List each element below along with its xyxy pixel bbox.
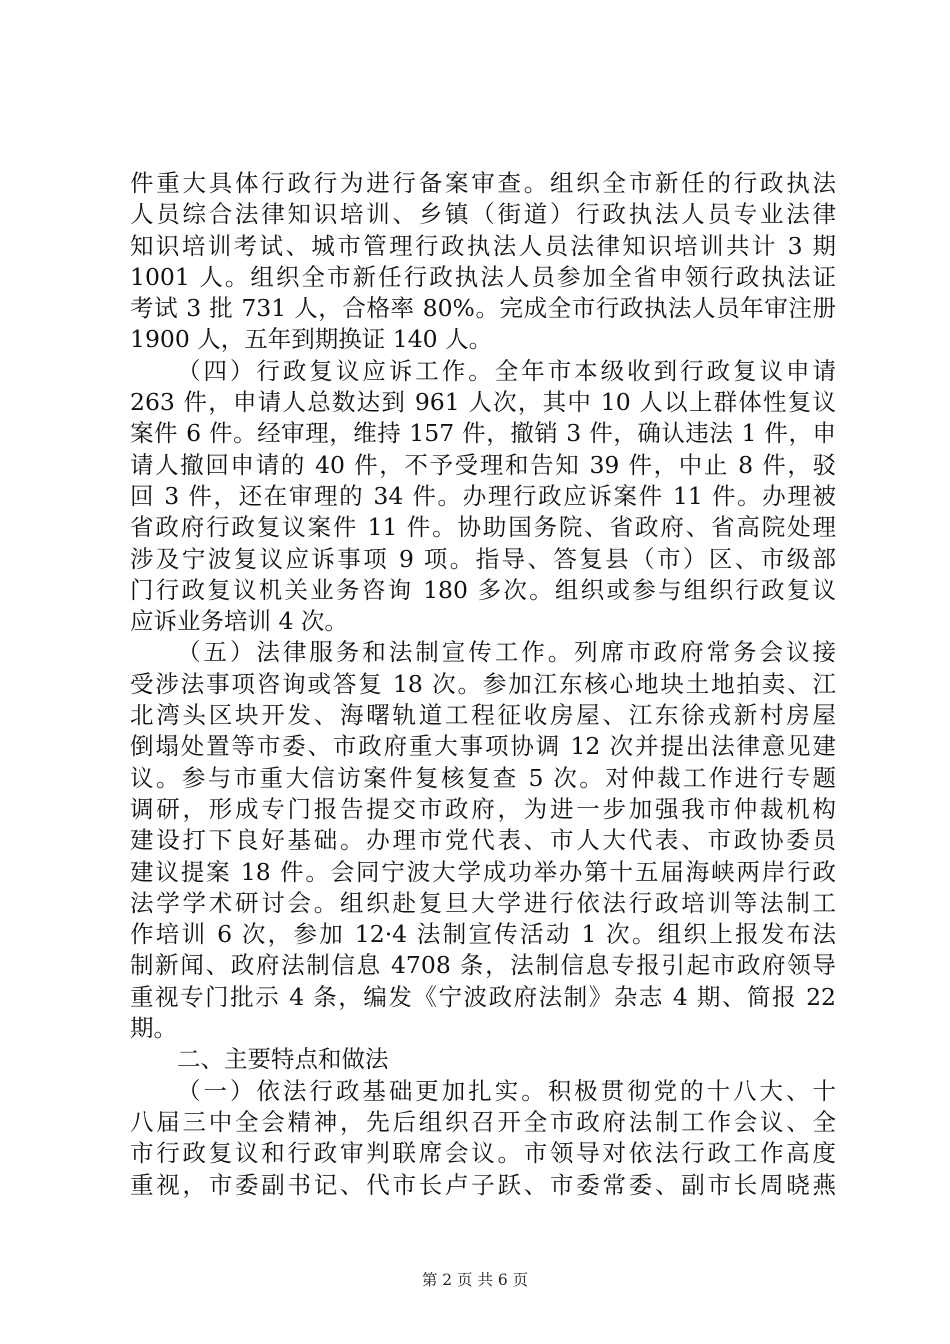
text-line: 期。 — [130, 1014, 177, 1043]
text-line: 涉及宁波复议应诉事项 9 项。指导、答复县（市）区、市级部 — [130, 544, 836, 573]
paragraph-section-4 — [130, 356, 836, 638]
text-line: 重视，市委副书记、代市长卢子跃、市委常委、副市长周晓燕 — [130, 1170, 836, 1199]
text-line: 重视专门批示 4 条，编发《宁波政府法制》杂志 4 期、简报 22 — [130, 982, 836, 1011]
text-line: 受涉法事项咨询或答复 18 次。参加江东核心地块土地拍卖、江 — [130, 669, 836, 698]
text-line: 省政府行政复议案件 11 件。协助国务院、省政府、省高院处理 — [130, 513, 836, 542]
text-line: 调研，形成专门报告提交市政府，为进一步加强我市仲裁机构 — [130, 794, 836, 823]
text-line: 作培训 6 次，参加 12·4 法制宣传活动 1 次。组织上报发布法 — [130, 920, 836, 949]
text-line: 1001 人。组织全市新任行政执法人员参加全省申领行政执法证 — [130, 262, 836, 291]
text-line: 八届三中全会精神，先后组织召开全市政府法制工作会议、全 — [130, 1107, 836, 1136]
text-line: 法学学术研讨会。组织赴复旦大学进行依法行政培训等法制工 — [130, 888, 836, 917]
text-line: （一）依法行政基础更加扎实。积极贯彻党的十八大、十 — [177, 1076, 836, 1105]
text-line: 知识培训考试、城市管理行政执法人员法律知识培训共计 3 期 — [130, 231, 836, 260]
text-line: 1900 人，五年到期换证 140 人。 — [130, 325, 493, 354]
text-line: 市行政复议和行政审判联席会议。市领导对依法行政工作高度 — [130, 1139, 836, 1168]
text-line: 北湾头区块开发、海曙轨道工程征收房屋、江东徐戎新村房屋 — [130, 701, 836, 730]
text-line: 件重大具体行政行为进行备案审查。组织全市新任的行政执法 — [130, 169, 836, 197]
text-line: 263 件，申请人总数达到 961 人次，其中 10 人以上群体性复议 — [130, 388, 836, 417]
text-line: 应诉业务培训 4 次。 — [130, 607, 348, 636]
document-body — [130, 168, 836, 1201]
section-heading — [130, 1044, 836, 1075]
text-line: 回 3 件，还在审理的 34 件。办理行政应诉案件 11 件。办理被 — [130, 481, 836, 510]
text-line: 请人撤回申请的 40 件，不予受理和告知 39 件，中止 8 件，驳 — [130, 450, 836, 479]
text-line: 人员综合法律知识培训、乡镇（街道）行政执法人员专业法律 — [130, 200, 836, 229]
text-line: （五）法律服务和法制宣传工作。列席市政府常务会议接 — [177, 638, 836, 667]
paragraph-subsection-1 — [130, 1076, 836, 1201]
text-line: 制新闻、政府法制信息 4708 条，法制信息专报引起市政府领导 — [130, 951, 836, 980]
text-line: 建议提案 18 件。会同宁波大学成功举办第十五届海峡两岸行政 — [130, 857, 836, 886]
paragraph-continuation — [130, 168, 836, 356]
text-line: 案件 6 件。经审理，维持 157 件，撤销 3 件，确认违法 1 件，申 — [130, 419, 836, 448]
text-line: 议。参与市重大信访案件复核复查 5 次。对仲裁工作进行专题 — [130, 763, 836, 792]
text-line: 倒塌处置等市委、市政府重大事项协调 12 次并提出法律意见建 — [130, 732, 836, 761]
page-number-footer: 第 2 页 共 6 页 — [421, 1271, 529, 1289]
text-line: （四）行政复议应诉工作。全年市本级收到行政复议申请 — [177, 356, 836, 385]
text-line: 考试 3 批 731 人，合格率 80%。完成全市行政执法人员年审注册 — [130, 294, 836, 323]
paragraph-section-5 — [130, 637, 836, 1044]
heading-line: 二、主要特点和做法 — [177, 1045, 389, 1074]
text-line: 门行政复议机关业务咨询 180 多次。组织或参与组织行政复议 — [130, 575, 836, 604]
text-line: 建设打下良好基础。办理市党代表、市人大代表、市政协委员 — [130, 826, 836, 855]
